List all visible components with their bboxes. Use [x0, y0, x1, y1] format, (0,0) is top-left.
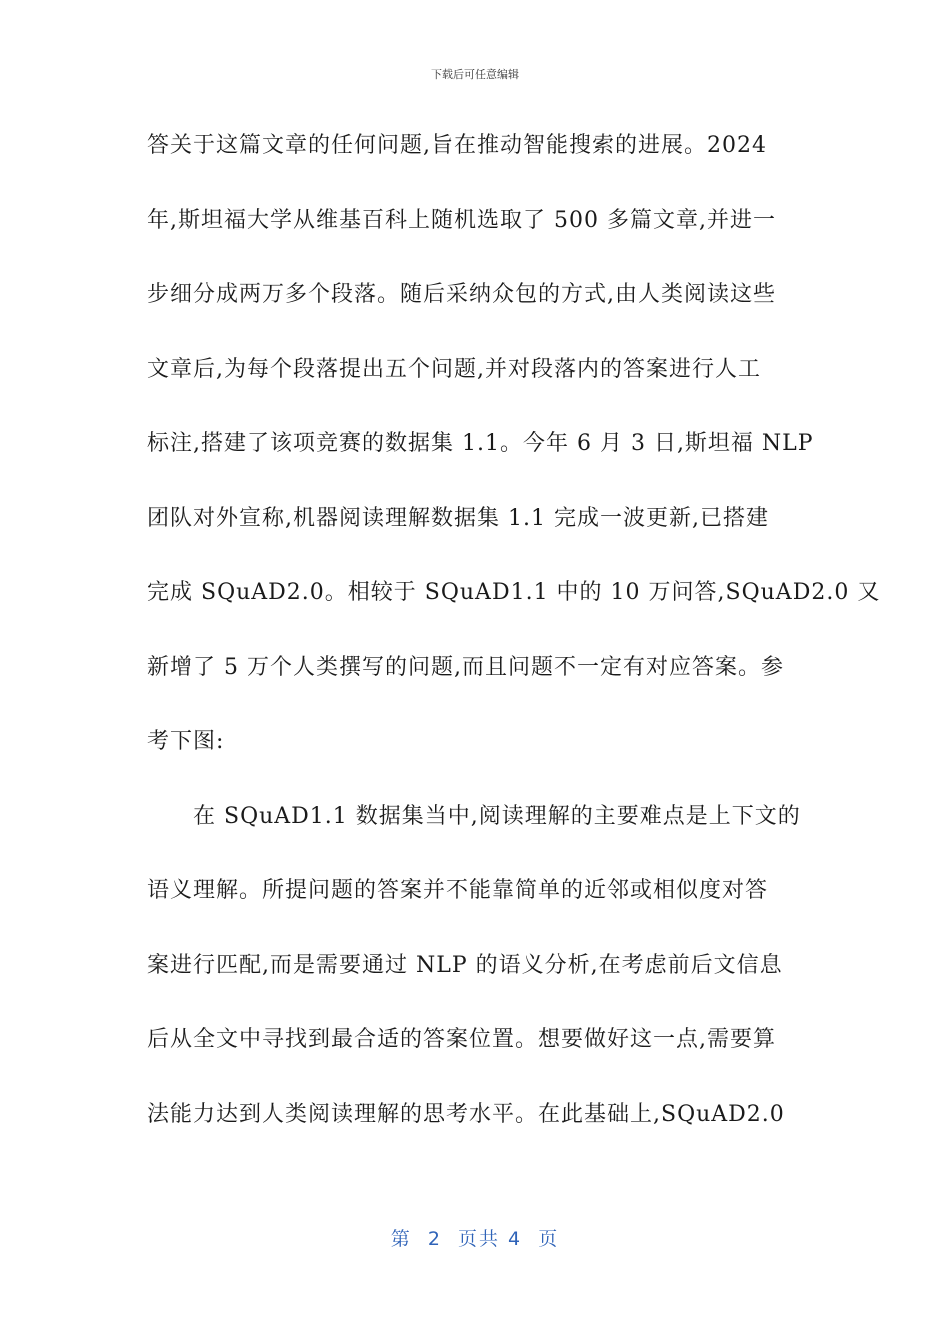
body-line: 文章后,为每个段落提出五个问题,并对段落内的答案进行人工 [147, 356, 761, 382]
body-line: 团队对外宣称,机器阅读理解数据集 1.1 完成一波更新,已搭建 [147, 505, 769, 531]
paragraph-start-line: 在 SQuAD1.1 数据集当中,阅读理解的主要难点是上下文的 [193, 803, 801, 829]
document-body [147, 121, 881, 1164]
body-line: 新增了 5 万个人类撰写的问题,而且问题不一定有对应答案。参 [147, 654, 784, 680]
body-line: 后从全文中寻找到最合适的答案位置。想要做好这一点,需要算 [147, 1027, 776, 1052]
body-line: 标注,搭建了该项竞赛的数据集 1.1。今年 6 月 3 日,斯坦福 NLP [147, 431, 814, 456]
body-line: 步细分成两万多个段落。随后采纳众包的方式,由人类阅读这些 [147, 282, 776, 307]
page-header: 下载后可任意编辑 [431, 68, 519, 81]
body-line: 法能力达到人类阅读理解的思考水平。在此基础上,SQuAD2.0 [147, 1101, 785, 1127]
body-line: 完成 SQuAD2.0。相较于 SQuAD1.1 中的 10 万问答,SQuAD2.0 又 [147, 580, 881, 605]
body-line: 答关于这篇文章的任何问题,旨在推动智能搜索的进展。2024 [147, 133, 767, 158]
body-line: 案进行匹配,而是需要通过 NLP 的语义分析,在考虑前后文信息 [147, 952, 783, 978]
body-line: 年,斯坦福大学从维基百科上随机选取了 500 多篇文章,并进一 [147, 207, 776, 233]
body-line: 语义理解。所提问题的答案并不能靠简单的近邻或相似度对答 [147, 878, 769, 903]
page-number-footer [0, 1224, 950, 1251]
body-line: 考下图: [147, 729, 225, 754]
page-number-text: 第 2 页共 4 页 [390, 1228, 560, 1250]
